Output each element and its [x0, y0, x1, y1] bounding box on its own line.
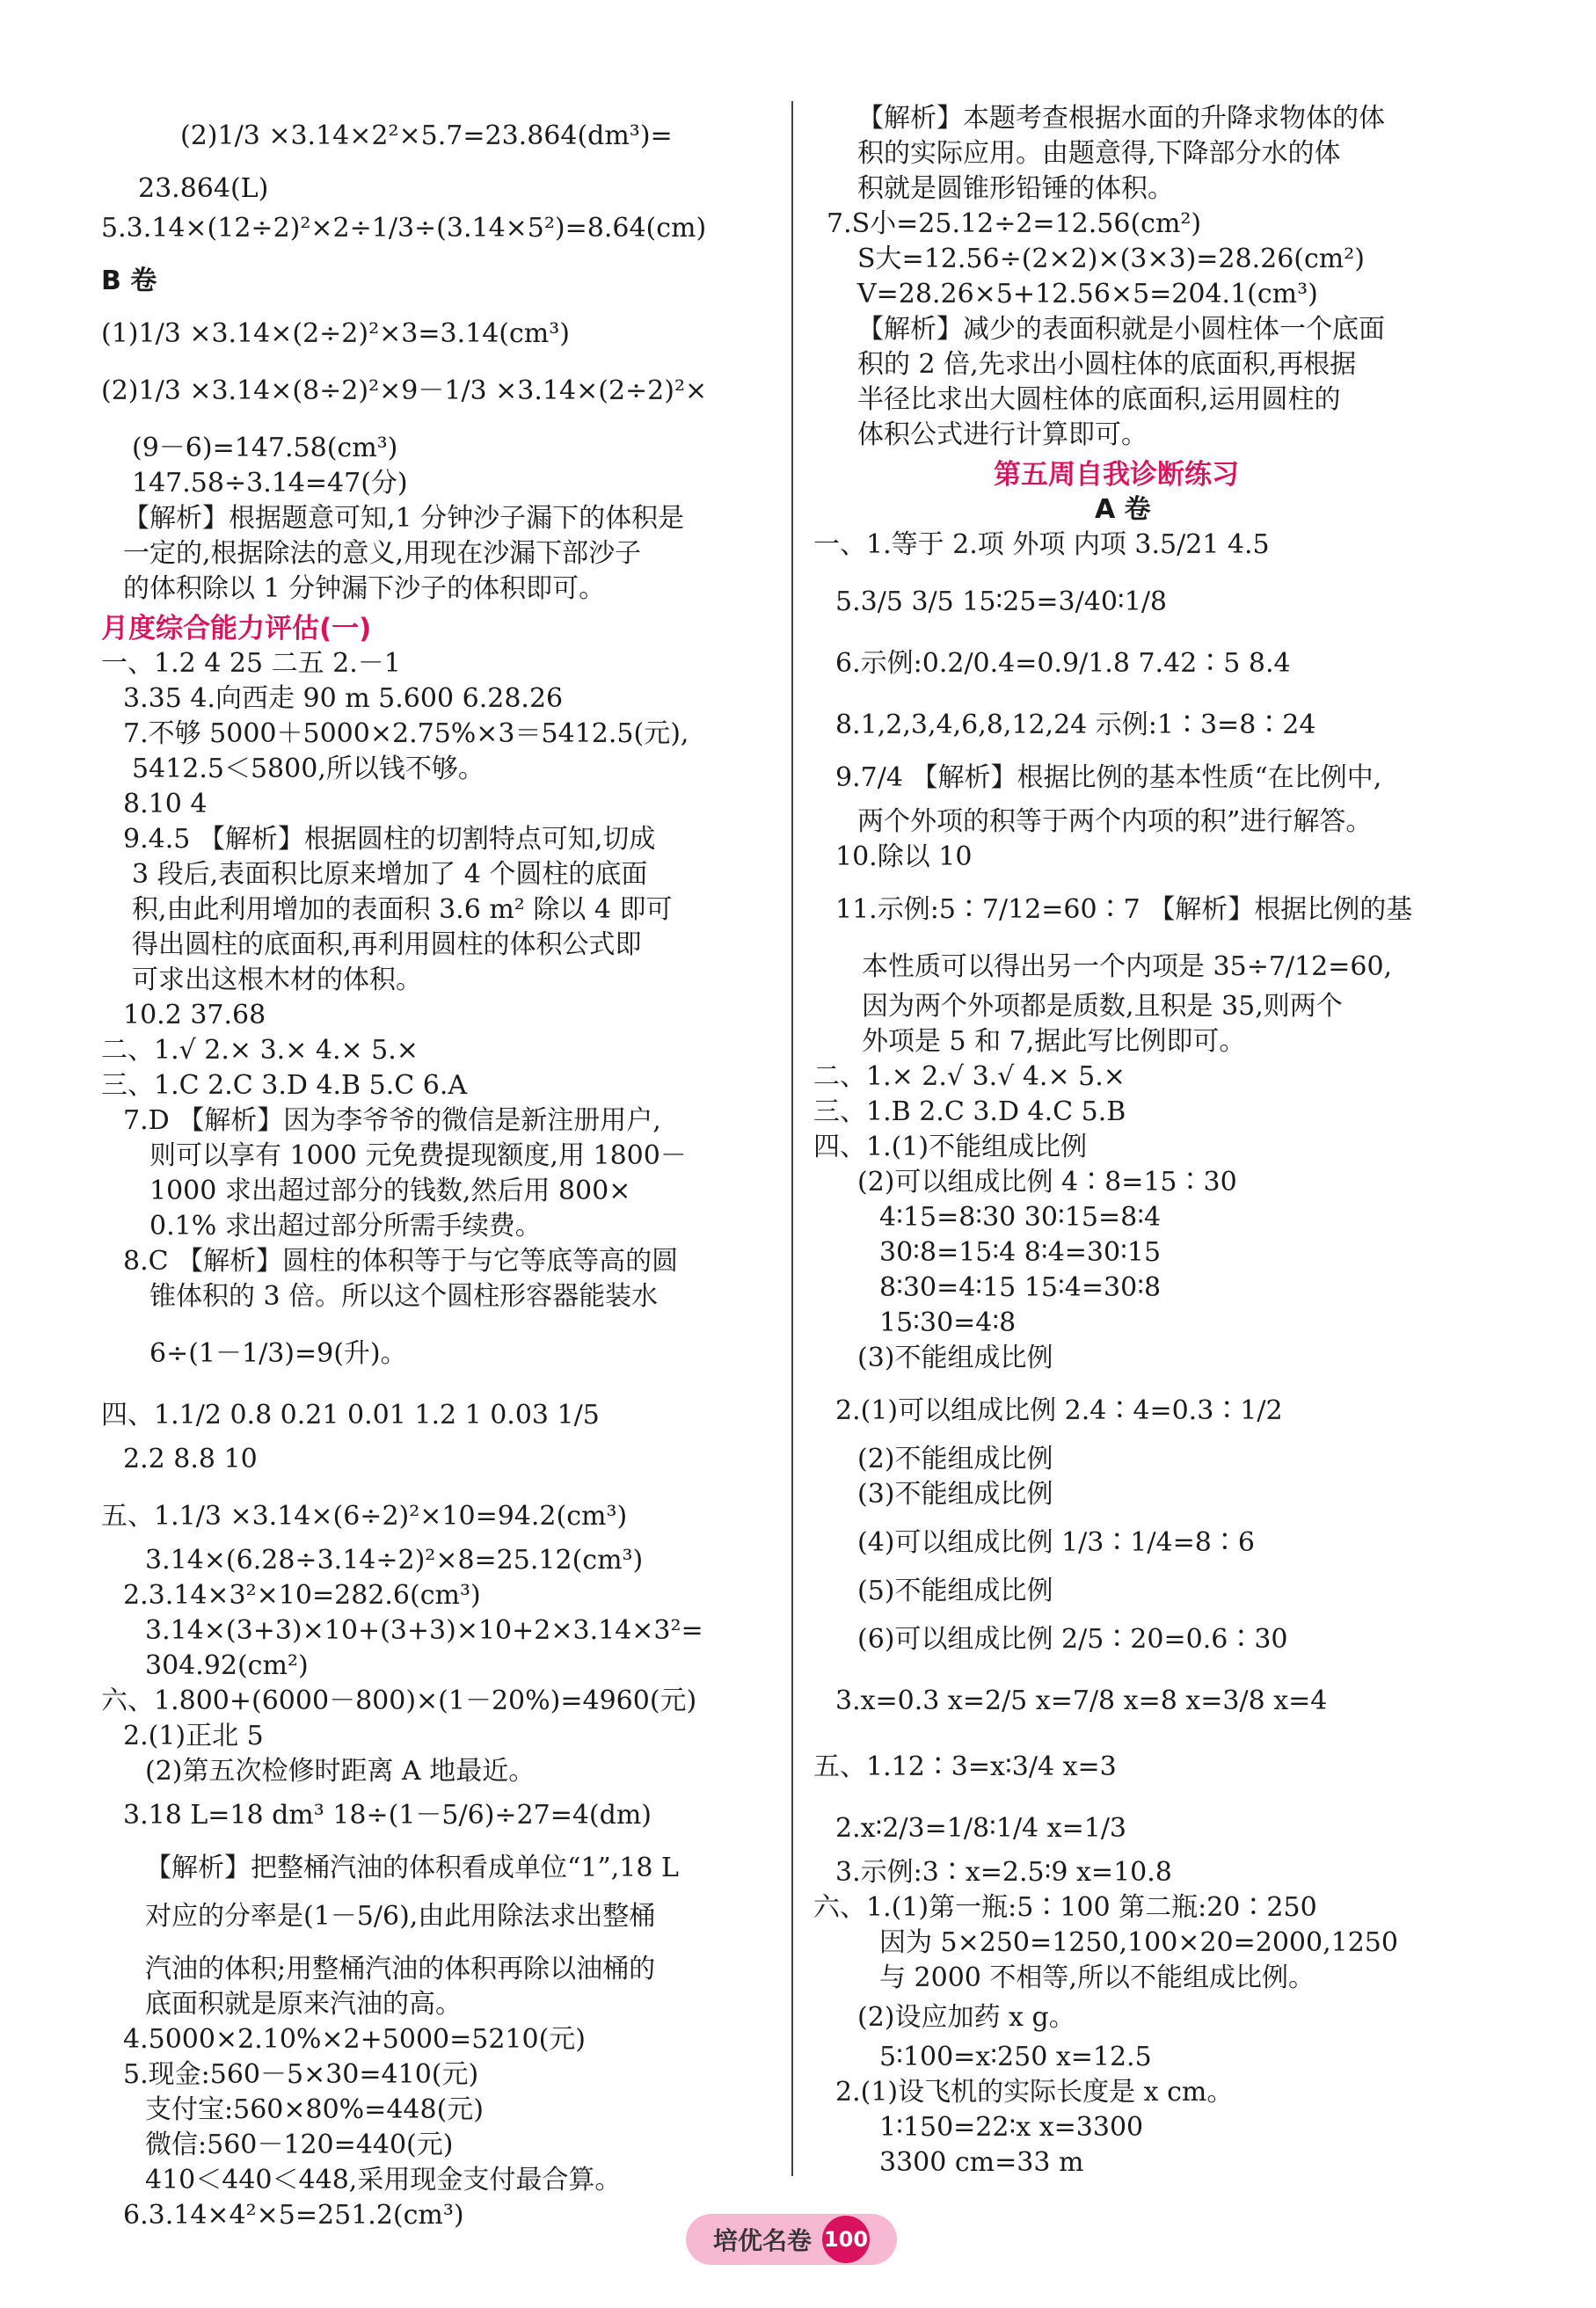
right-answer-line: 四、1.(1)不能组成比例 — [813, 1132, 1088, 1162]
right-answer-line: 6.示例:0.2/0.4=0.9/1.8 7.42∶5 8.4 — [835, 648, 1291, 679]
right-answer-line: A 卷 — [1095, 494, 1151, 525]
left-answer-line: 一定的,根据除法的意义,用现在沙漏下部沙子 — [123, 538, 642, 569]
right-answer-line: 因为两个外项都是质数,且积是 35,则两个 — [862, 991, 1343, 1022]
right-answer-line: 【解析】本题考查根据水面的升降求物体的体 — [857, 103, 1385, 134]
left-answer-line: 支付宝:560×80%=448(元) — [145, 2094, 484, 2125]
right-answer-line: 2.(1)可以组成比例 2.4∶4=0.3∶1/2 — [835, 1395, 1283, 1426]
footer-badge — [686, 2214, 897, 2265]
left-answer-line: B 卷 — [101, 266, 157, 296]
left-answer-line: 【解析】把整桶汽油的体积看成单位“1”,18 L — [145, 1853, 679, 1883]
right-answer-line: 六、1.(1)第一瓶:5∶100 第二瓶:20∶250 — [813, 1892, 1317, 1923]
left-answer-line: 则可以享有 1000 元免费提现额度,用 1800－ — [149, 1140, 687, 1171]
left-answer-line: 二、1.√ 2.× 3.× 4.× 5.× — [101, 1035, 419, 1066]
right-answer-line: 五、1.12∶3=x∶3/4 x=3 — [813, 1751, 1117, 1782]
left-answer-line: 3.18 L=18 dm³ 18÷(1－5/6)÷27=4(dm) — [123, 1800, 652, 1831]
right-answer-line: 两个外项的积等于两个内项的积”进行解答。 — [857, 806, 1373, 837]
right-answer-line: 30∶8=15∶4 8∶4=30∶15 — [879, 1237, 1162, 1268]
right-answer-line: (5)不能组成比例 — [857, 1576, 1053, 1606]
left-answer-line: 对应的分率是(1－5/6),由此用除法求出整桶 — [145, 1901, 656, 1932]
right-answer-line: 9.7/4 【解析】根据比例的基本性质“在比例中, — [835, 762, 1382, 793]
right-answer-line: 10.除以 10 — [835, 841, 973, 872]
left-answer-line: 汽油的体积;用整桶汽油的体积再除以油桶的 — [145, 1954, 656, 1984]
left-answer-line: 23.864(L) — [138, 173, 269, 204]
left-answer-line: 一、1.2 4 25 二五 2.－1 — [101, 648, 401, 679]
left-answer-line: 微信:560－120=440(元) — [145, 2130, 454, 2160]
left-answer-line: 六、1.800+(6000－800)×(1－20%)=4960(元) — [101, 1685, 697, 1716]
right-answer-line: (4)可以组成比例 1/3∶1/4=8∶6 — [857, 1527, 1255, 1558]
left-answer-line: 得出圆柱的底面积,再利用圆柱的体积公式即 — [132, 929, 642, 960]
left-answer-line: 3.14×(3+3)×10+(3+3)×10+2×3.14×3²= — [145, 1615, 703, 1646]
left-answer-line: 8.10 4 — [123, 789, 208, 819]
left-answer-line: 2.(1)正北 5 — [123, 1721, 264, 1751]
right-answer-line: (2)不能组成比例 — [857, 1444, 1053, 1474]
right-answer-line: 8∶30=4∶15 15∶4=30∶8 — [879, 1272, 1162, 1303]
left-answer-line: 147.58÷3.14=47(分) — [132, 468, 408, 499]
left-answer-line: 2.3.14×3²×10=282.6(cm³) — [123, 1580, 481, 1611]
left-answer-line: 【解析】根据题意可知,1 分钟沙子漏下的体积是 — [123, 503, 685, 534]
left-answer-line: 9.4.5 【解析】根据圆柱的切割特点可知,切成 — [123, 824, 656, 855]
right-answer-line: 与 2000 不相等,所以不能组成比例。 — [879, 1962, 1315, 1993]
right-answer-line: 2.x∶2/3=1/8∶1/4 x=1/3 — [835, 1813, 1127, 1844]
right-answer-line: 半径比求出大圆柱体的底面积,运用圆柱的 — [857, 384, 1341, 415]
left-answer-line: 7.D 【解析】因为李爷爷的微信是新注册用户, — [123, 1105, 661, 1136]
left-answer-line: (9－6)=147.58(cm³) — [132, 433, 398, 463]
left-answer-line: (1)1/3 ×3.14×(2÷2)²×3=3.14(cm³) — [101, 318, 570, 349]
right-answer-line: 5∶100=x∶250 x=12.5 — [879, 2042, 1152, 2072]
column-divider — [791, 101, 793, 2176]
right-answer-line: 1∶150=22∶x x=3300 — [879, 2112, 1144, 2143]
left-answer-line: 三、1.C 2.C 3.D 4.B 5.C 6.A — [101, 1070, 468, 1101]
left-answer-line: 月度综合能力评估(一) — [101, 613, 372, 644]
right-answer-line: 2.(1)设飞机的实际长度是 x cm。 — [835, 2077, 1234, 2108]
right-answer-line: 积的实际应用。由题意得,下降部分水的体 — [857, 138, 1341, 169]
right-answer-line: 因为 5×250=1250,100×20=2000,1250 — [879, 1927, 1398, 1958]
right-answer-line: 第五周自我诊断练习 — [994, 459, 1239, 491]
right-answer-line: 3300 cm=33 m — [879, 2147, 1084, 2178]
right-answer-line: 8.1,2,3,4,6,8,12,24 示例:1∶3=8∶24 — [835, 710, 1316, 740]
right-answer-line: 二、1.× 2.√ 3.√ 4.× 5.× — [813, 1061, 1126, 1092]
right-answer-line: 积就是圆锥形铅锤的体积。 — [857, 173, 1174, 204]
left-answer-line: 可求出这根木材的体积。 — [132, 965, 422, 995]
left-answer-line: 1000 求出超过部分的钱数,然后用 800× — [149, 1176, 631, 1206]
right-answer-line: 4∶15=8∶30 30∶15=8∶4 — [879, 1202, 1162, 1233]
right-answer-line: 本性质可以得出另一个内项是 35÷7/12=60, — [862, 951, 1393, 982]
right-answer-line: 11.示例:5∶7/12=60∶7 【解析】根据比例的基 — [835, 894, 1413, 925]
left-answer-line: 5.现金:560－5×30=410(元) — [123, 2059, 479, 2090]
left-answer-line: 锥体积的 3 倍。所以这个圆柱形容器能装水 — [149, 1281, 659, 1312]
left-answer-line: 3.14×(6.28÷3.14÷2)²×8=25.12(cm³) — [145, 1545, 644, 1576]
right-answer-line: V=28.26×5+12.56×5=204.1(cm³) — [857, 279, 1318, 309]
left-answer-line: 3 段后,表面积比原来增加了 4 个圆柱的底面 — [132, 859, 648, 890]
left-answer-line: 5.3.14×(12÷2)²×2÷1/3÷(3.14×5²)=8.64(cm) — [101, 213, 707, 244]
right-answer-line: 3.示例:3∶x=2.5∶9 x=10.8 — [835, 1857, 1172, 1888]
left-answer-line: (2)第五次检修时距离 A 地最近。 — [145, 1756, 536, 1787]
right-answer-line: (2)可以组成比例 4∶8=15∶30 — [857, 1167, 1237, 1198]
left-answer-line: 的体积除以 1 分钟漏下沙子的体积即可。 — [123, 573, 606, 604]
left-column — [101, 0, 787, 2308]
right-answer-line: (6)可以组成比例 2/5∶20=0.6∶30 — [857, 1624, 1288, 1655]
right-answer-line: 【解析】减少的表面积就是小圆柱体一个底面 — [857, 314, 1385, 345]
left-answer-line: 0.1% 求出超过部分所需手续费。 — [149, 1211, 542, 1241]
right-answer-line: (3)不能组成比例 — [857, 1343, 1053, 1373]
right-answer-line: 5.3/5 3/5 15∶25=3/40∶1/8 — [835, 586, 1168, 617]
left-answer-line: 四、1.1/2 0.8 0.21 0.01 1.2 1 0.03 1/5 — [101, 1400, 600, 1431]
left-answer-line: 304.92(cm²) — [145, 1650, 309, 1681]
left-answer-line: 410＜440＜448,采用现金支付最合算。 — [145, 2165, 622, 2195]
left-answer-line: 五、1.1/3 ×3.14×(6÷2)²×10=94.2(cm³) — [101, 1501, 628, 1532]
left-answer-line: 10.2 37.68 — [123, 1000, 266, 1030]
footer-title: 培优名卷 — [712, 2226, 812, 2255]
left-answer-line: 6÷(1－1/3)=9(升)。 — [149, 1338, 407, 1369]
left-answer-line: 5412.5＜5800,所以钱不够。 — [132, 754, 485, 784]
right-answer-line: 外项是 5 和 7,据此写比例即可。 — [862, 1026, 1246, 1057]
right-answer-line: (3)不能组成比例 — [857, 1479, 1053, 1510]
right-answer-line: (2)设应加药 x g。 — [857, 2002, 1075, 2033]
page-number: 100 — [822, 2216, 870, 2263]
left-answer-line: (2)1/3 ×3.14×(8÷2)²×9－1/3 ×3.14×(2÷2)²× — [101, 375, 708, 406]
right-answer-line: 7.S小=25.12÷2=12.56(cm²) — [827, 208, 1202, 239]
left-answer-line: 7.不够 5000＋5000×2.75%×3＝5412.5(元), — [123, 718, 689, 749]
left-answer-line: 6.3.14×4²×5=251.2(cm³) — [123, 2200, 464, 2231]
left-answer-line: 底面积就是原来汽油的高。 — [145, 1989, 462, 2020]
right-answer-line: S大=12.56÷(2×2)×(3×3)=28.26(cm²) — [857, 244, 1365, 274]
right-answer-line: 三、1.B 2.C 3.D 4.C 5.B — [813, 1096, 1126, 1127]
left-answer-line: 2.2 8.8 10 — [123, 1444, 258, 1474]
right-answer-line: 体积公式进行计算即可。 — [857, 419, 1148, 450]
left-answer-line: (2)1/3 ×3.14×2²×5.7=23.864(dm³)= — [180, 120, 673, 151]
right-column — [813, 0, 1499, 2308]
right-answer-line: 一、1.等于 2.项 外项 内项 3.5/21 4.5 — [813, 529, 1270, 560]
right-answer-line: 积的 2 倍,先求出小圆柱体的底面积,再根据 — [857, 349, 1357, 380]
right-answer-line: 15∶30=4∶8 — [879, 1307, 1017, 1338]
right-answer-line: 3.x=0.3 x=2/5 x=7/8 x=8 x=3/8 x=4 — [835, 1685, 1328, 1716]
left-answer-line: 4.5000×2.10%×2+5000=5210(元) — [123, 2024, 587, 2055]
left-answer-line: 8.C 【解析】圆柱的体积等于与它等底等高的圆 — [123, 1246, 679, 1277]
left-answer-line: 积,由此利用增加的表面积 3.6 m² 除以 4 即可 — [132, 894, 673, 925]
left-answer-line: 3.35 4.向西走 90 m 5.600 6.28.26 — [123, 683, 564, 714]
